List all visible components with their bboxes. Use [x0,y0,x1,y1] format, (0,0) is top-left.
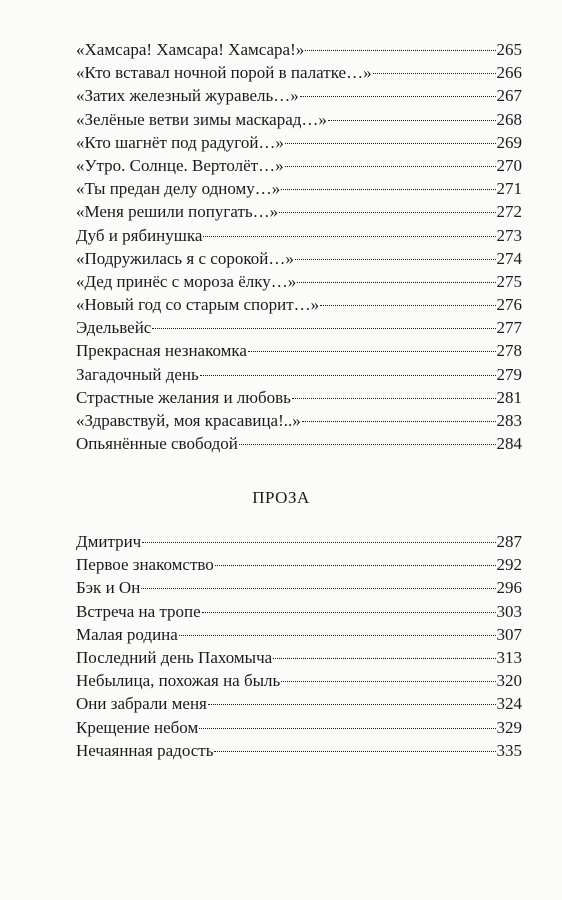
entry-title: Последний день Пахомыча [76,647,273,667]
dot-leader [179,635,496,636]
dot-leader [285,143,496,144]
entry-title: Встреча на тропе [76,601,201,621]
dot-leader [320,305,495,306]
dot-leader [202,612,496,613]
entry-title: Дуб и рябинушка [76,225,203,245]
entry-title: «Кто шагнёт под радугой…» [76,132,284,152]
dot-leader [200,375,496,376]
toc-prose-list [76,530,522,762]
entry-title: Небылица, похожая на быль [76,671,281,691]
toc-entry [76,409,522,432]
entry-page-number: 329 [496,717,522,737]
dot-leader [295,259,496,260]
entry-page-number: 267 [496,86,522,106]
entry-page-number: 274 [496,248,522,268]
dot-leader [248,351,496,352]
toc-entry [76,576,522,599]
entry-page-number: 269 [496,132,522,152]
dot-leader [328,120,496,121]
entry-page-number: 313 [496,647,522,667]
dot-leader [203,236,495,237]
entry-page-number: 265 [496,40,522,59]
toc-entry [76,600,522,623]
entry-title: «Здравствуй, моя красавица!..» [76,411,301,430]
toc-entry [76,108,522,131]
dot-leader [285,166,496,167]
dot-leader [279,212,495,213]
dot-leader [281,189,495,190]
entry-title: «Хамсара! Хамсара! Хамсара!» [76,40,305,59]
dot-leader [215,565,496,566]
dot-leader [239,444,496,445]
dot-leader [152,328,495,329]
entry-title: Загадочный день [76,364,199,384]
toc-entry [76,224,522,247]
entry-page-number: 270 [496,155,522,175]
dot-leader [273,658,495,659]
entry-page-number: 276 [496,295,522,315]
toc-entry [76,177,522,200]
toc-entry [76,154,522,177]
entry-title: Страстные желания и любовь [76,387,291,407]
toc-entry [76,339,522,362]
dot-leader [300,96,496,97]
toc-entry [76,270,522,293]
entry-title: Опьянённые свободой [76,434,238,454]
entry-title: «Утро. Солнце. Вертолёт…» [76,155,284,175]
toc-entry [76,131,522,154]
toc-entry [76,530,522,553]
entry-title: «Меня решили попугать…» [76,202,279,222]
dot-leader [214,751,495,752]
entry-title: «Подружилась я с сорокой…» [76,248,294,268]
toc-entry [76,432,522,455]
entry-title: Бэк и Он [76,578,141,598]
entry-title: «Новый год со старым спорит…» [76,295,320,315]
entry-page-number: 277 [496,318,522,338]
toc-entry [76,386,522,409]
toc-entry [76,363,522,386]
toc-entry [76,553,522,576]
toc-entry [76,623,522,646]
entry-page-number: 279 [496,364,522,384]
entry-title: Малая родина [76,624,178,644]
entry-page-number: 281 [496,387,522,407]
entry-page-number: 266 [496,63,522,83]
toc-entry [76,646,522,669]
entry-page-number: 324 [496,694,522,714]
entry-page-number: 268 [496,109,522,129]
entry-title: «Дед принёс с мороза ёлку…» [76,271,297,291]
dot-leader [292,398,496,399]
entry-title: «Затих железный журавель…» [76,86,299,106]
dot-leader [305,50,495,51]
entry-title: Нечаянная радость [76,740,214,760]
entry-page-number: 273 [496,225,522,245]
entry-title: Крещение небом [76,717,199,737]
dot-leader [281,681,495,682]
toc-entry [76,669,522,692]
dot-leader [208,704,496,705]
entry-page-number: 335 [496,740,522,760]
entry-page-number: 278 [496,341,522,361]
dot-leader [297,282,495,283]
entry-title: Дмитрич [76,532,142,551]
dot-leader [199,728,495,729]
entry-page-number: 320 [496,671,522,691]
toc-entry [76,84,522,107]
section-heading-prose: ПРОЗА [252,488,310,507]
entry-page-number: 307 [496,624,522,644]
toc-entry [76,200,522,223]
toc-entry [76,739,522,762]
toc-entry [76,247,522,270]
toc-entry [76,61,522,84]
toc-entry [76,692,522,715]
entry-page-number: 296 [496,578,522,598]
dot-leader [141,588,495,589]
entry-page-number: 271 [496,179,522,199]
entry-page-number: 303 [496,601,522,621]
toc-entry [76,316,522,339]
entry-title: Прекрасная незнакомка [76,341,247,361]
toc-entry [76,716,522,739]
toc-entry [76,293,522,316]
entry-page-number: 284 [496,434,522,454]
entry-title: «Зелёные ветви зимы маскарад…» [76,109,327,129]
dot-leader [302,421,496,422]
entry-title: Эдельвейс [76,318,152,338]
entry-page-number: 275 [496,271,522,291]
toc-entry [76,38,522,61]
dot-leader [142,542,495,543]
entry-page-number: 287 [496,532,522,551]
dot-leader [373,73,496,74]
entry-page-number: 292 [496,555,522,575]
entry-title: «Кто вставал ночной порой в палатке…» [76,63,372,83]
entry-title: «Ты предан делу одному…» [76,179,281,199]
entry-page-number: 283 [496,411,522,430]
entry-page-number: 272 [496,202,522,222]
entry-title: Первое знакомство [76,555,214,575]
toc-poems-list [76,38,522,455]
entry-title: Они забрали меня [76,694,207,714]
